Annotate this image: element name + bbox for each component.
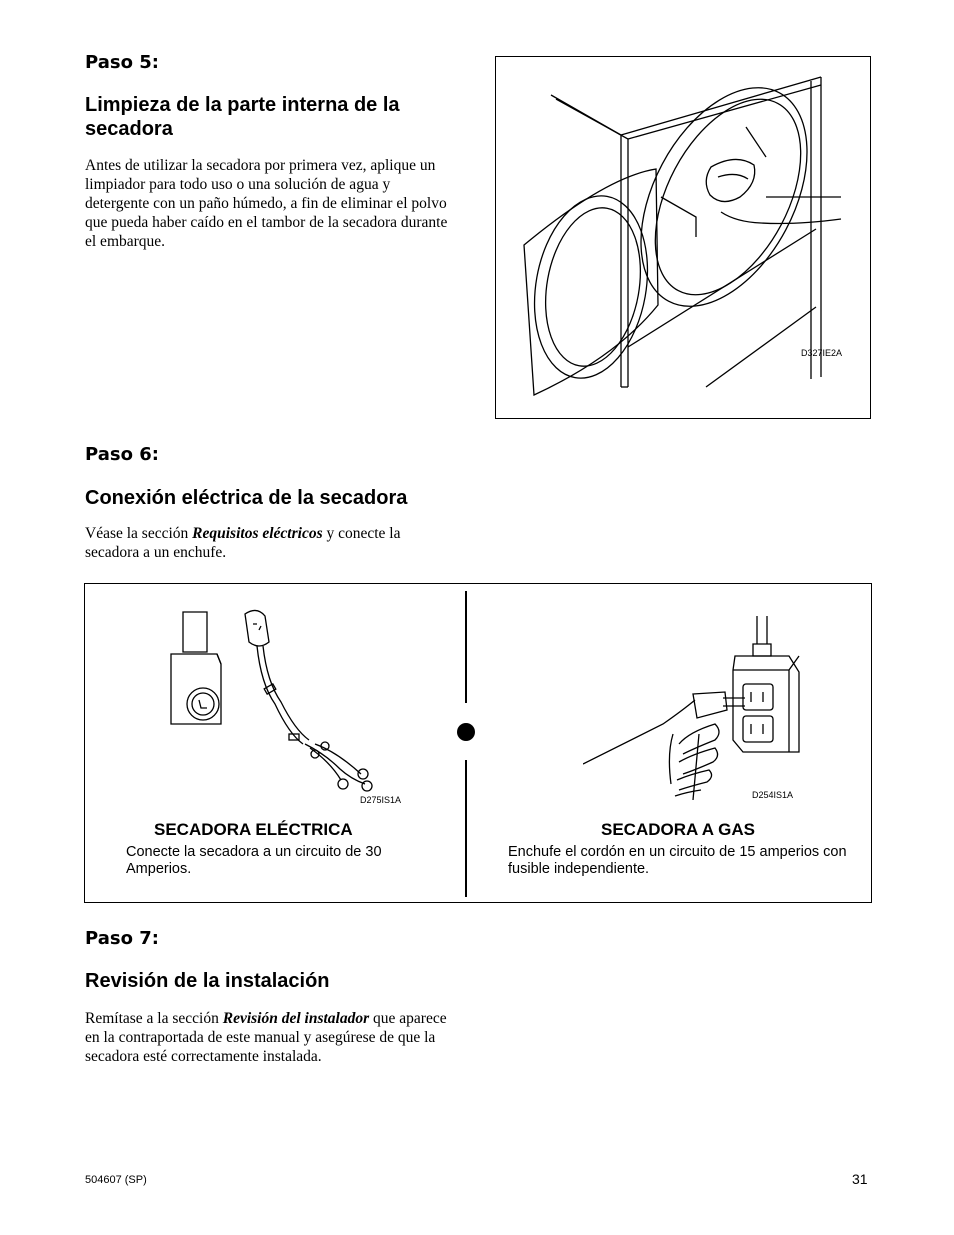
- step5-title: Limpieza de la parte interna de la secadora: [85, 94, 400, 140]
- divider-top: [465, 591, 467, 703]
- step7-body: [85, 1009, 459, 1066]
- step6-body-ref: Requisitos eléctricos: [192, 525, 323, 542]
- electric-caption-title: SECADORA ELÉCTRICA: [154, 820, 353, 839]
- step6-body-post: y conecte la secadora a un enchufe.: [85, 525, 401, 561]
- electric-plug-illustration: [165, 604, 425, 804]
- step7-label: Paso 7:: [85, 928, 159, 949]
- step7-body-ref: Revisión del instalador: [222, 1010, 370, 1027]
- step7-body-post: que aparece en la contraportada de este manual y asegúrese de que la secadora esté correctamente instalada.: [85, 1010, 447, 1065]
- gas-figure-code: D254IS1A: [752, 790, 794, 800]
- dryer-drum-figure: [495, 56, 871, 419]
- gas-caption-text: Enchufe el cordón en un circuito de 15 amperios con fusible independiente.: [508, 844, 847, 877]
- step7-title: Revisión de la instalación: [85, 970, 330, 992]
- step5-label: Paso 5:: [85, 52, 159, 73]
- step5-body: Antes de utilizar la secadora por primera vez, aplique un limpiador para todo uso o una solución de agua y detergente con un paño húmedo, a fin de eliminar el polvo que pueda haber caído en el tambor de la secadora durante el embarque.: [85, 157, 448, 250]
- gas-caption-title: SECADORA A GAS: [601, 820, 755, 839]
- doc-code: 504607 (SP): [85, 1174, 147, 1186]
- step6-body-pre: Véase la sección: [85, 525, 193, 542]
- step6-body: [85, 524, 445, 562]
- electric-figure-code: D275IS1A: [360, 795, 402, 805]
- step6-title: Conexión eléctrica de la secadora: [85, 487, 408, 509]
- divider-bottom: [465, 760, 467, 897]
- step6-label: Paso 6:: [85, 444, 159, 465]
- electric-caption-text: Conecte la secadora a un circuito de 30 Amperios.: [126, 844, 382, 877]
- step7-body-pre: Remítase a la sección: [85, 1010, 223, 1027]
- divider-dot: [457, 723, 475, 741]
- step5-figure-code: D327IE2A: [801, 348, 843, 358]
- dryer-open-door-illustration: [496, 57, 869, 417]
- electrical-connection-figure: [84, 583, 872, 903]
- page-number: 31: [852, 1171, 868, 1187]
- gas-outlet-illustration: [583, 614, 813, 804]
